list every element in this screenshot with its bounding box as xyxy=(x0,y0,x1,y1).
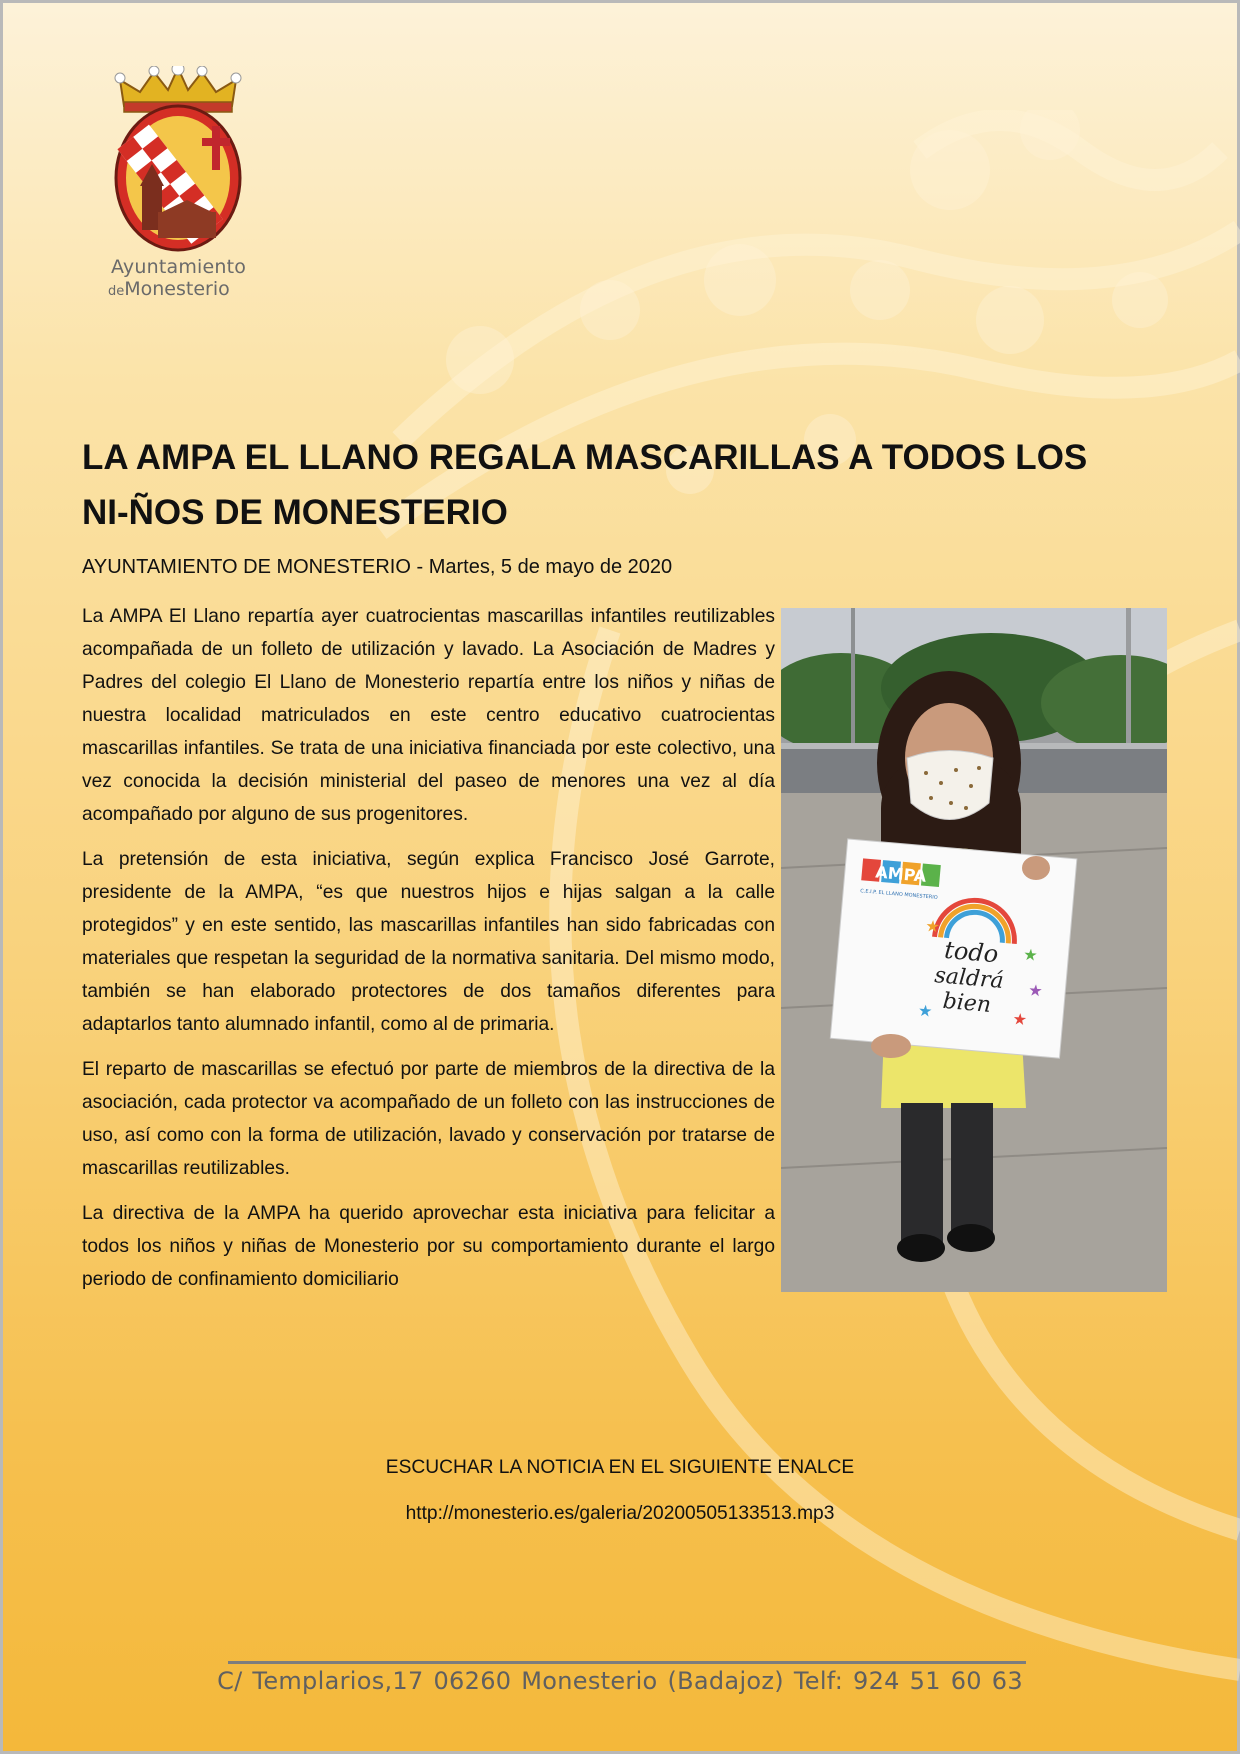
sign-slogan-line3: bien xyxy=(941,988,993,1018)
svg-text:★: ★ xyxy=(924,918,941,937)
logo-text xyxy=(108,256,258,300)
svg-text:★: ★ xyxy=(1027,982,1044,1001)
audio-link[interactable]: http://monesterio.es/galeria/20200505133513.mp3 xyxy=(405,1503,835,1524)
municipal-coat-of-arms-logo xyxy=(106,66,251,256)
logo-line-ayuntamiento: Ayuntamiento xyxy=(111,256,247,278)
footer-divider xyxy=(228,1661,1026,1664)
logo-line-de: de xyxy=(108,284,125,299)
article-title: LA AMPA EL LLANO REGALA MASCARILLAS A TODOS LOS NI-ÑOS DE MONESTERIO xyxy=(82,438,1088,532)
article-paragraph-4: La directiva de la AMPA ha querido aprovechar esta iniciativa para felicitar a todos los niños y niñas de Monesterio por su comportamiento durante el largo periodo de confinamiento domiciliario xyxy=(82,1203,775,1290)
photo-girl-holding-ampa-sign xyxy=(781,608,1167,1292)
sign-slogan-line1: todo xyxy=(943,935,1000,969)
svg-text:★: ★ xyxy=(1022,946,1039,965)
sign-subtitle: C.E.I.P. EL LLANO MONESTERIO xyxy=(859,888,938,901)
footer-address: C/ Templarios,17 06260 Monesterio (Badajoz) Telf: 924 51 60 63 xyxy=(217,1667,1023,1695)
svg-text:★: ★ xyxy=(1011,1010,1028,1030)
sign-brand: AMPA xyxy=(874,862,928,886)
article-body xyxy=(82,600,775,1308)
article-byline: AYUNTAMIENTO DE MONESTERIO - Martes, 5 de mayo de 2020 xyxy=(82,556,673,578)
article-paragraph-1: La AMPA El Llano repartía ayer cuatrocientas mascarillas infantiles reutilizables acompañada de un folleto de utilización y lavado. La Asociación de Madres y Padres del colegio El Llano de Monesterio repartía entre los niños y niñas de nuestra localidad matriculados en este centro educativo cuatrocientas mascarillas infantiles. Se trata de una iniciativa financiada por este colectivo, una vez conocida la decisión ministerial del paseo de menores una vez al día acompañado por alguno de sus progenitores. xyxy=(82,606,775,825)
svg-text:★: ★ xyxy=(917,1002,934,1021)
logo-line-monesterio: Monesterio xyxy=(124,278,230,300)
article-paragraph-3: El reparto de mascarillas se efectuó por parte de miembros de la directiva de la asociación, cada protector va acompañado de un folleto con las instrucciones de uso, así como con la forma de utilización, lavado y conservación por tratarse de mascarillas reutilizables. xyxy=(82,1059,775,1179)
article-photo xyxy=(781,608,1167,1292)
audio-listen-label: ESCUCHAR LA NOTICIA EN EL SIGUIENTE ENALCE xyxy=(385,1457,855,1478)
article-paragraph-2: La pretensión de esta iniciativa, según explica Francisco José Garrote, presidente de la AMPA, “es que nuestros hijos e hijas salgan a la calle protegidos” y en este sentido, las mascarillas infantiles han sido fabricadas con materiales que respetan la seguridad de la normativa sanitaria. Del mismo modo, también se han elaborado protectores de dos tamaños diferentes para adaptarlos tanto alumnado infantil, como al de primaria. xyxy=(82,849,775,1035)
sign-slogan-line2: saldrá xyxy=(933,963,1005,994)
